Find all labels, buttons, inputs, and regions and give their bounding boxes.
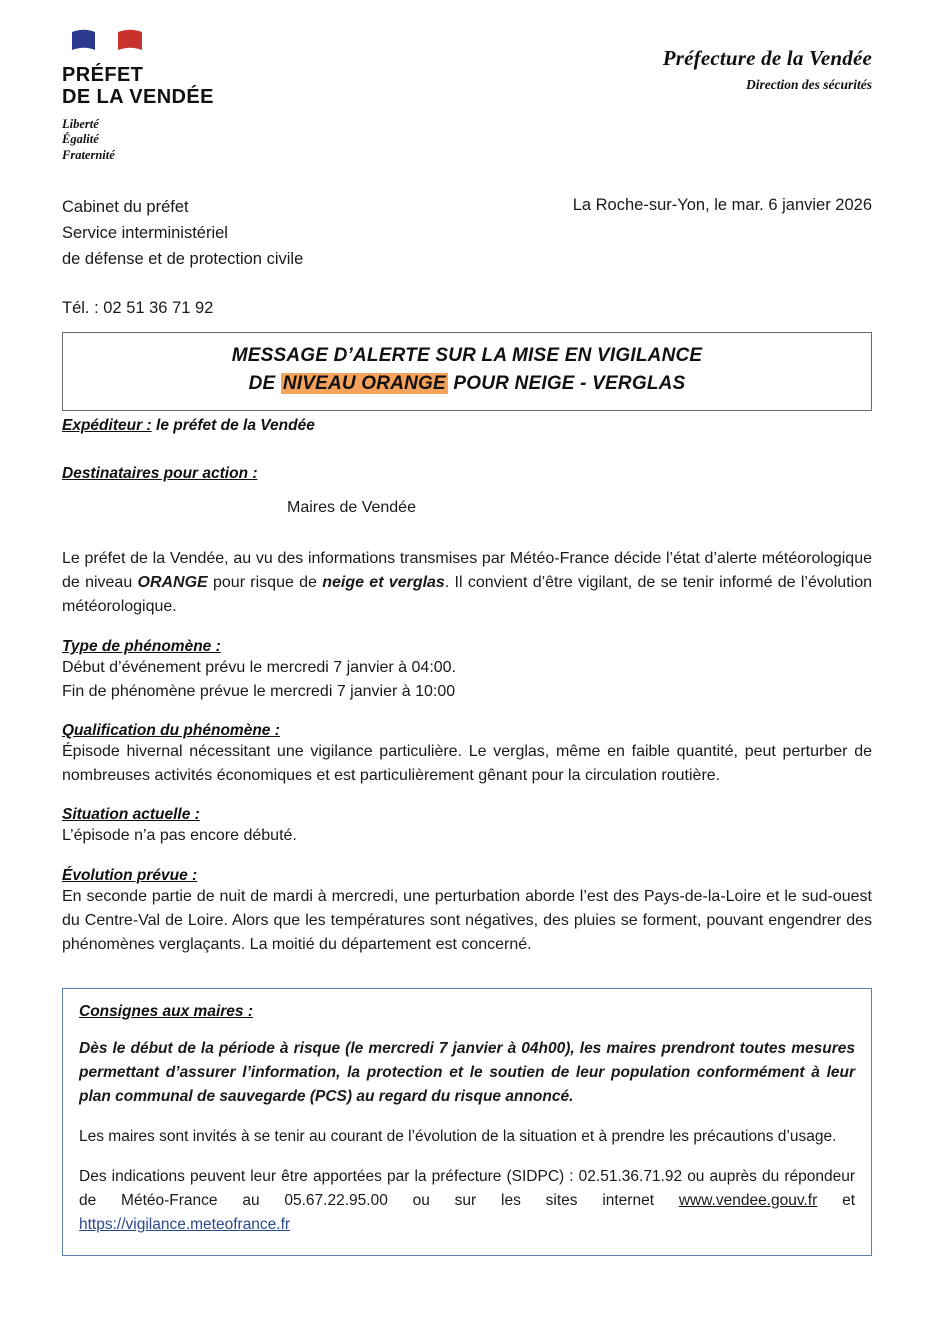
brand-title <box>62 64 362 109</box>
address-line-2: Service interministériel <box>62 224 228 243</box>
place-and-date: La Roche-sur-Yon, le mar. 6 janvier 2026 <box>572 195 872 214</box>
motto-liberte: Liberté <box>62 116 99 131</box>
section-type-line-1: Début d’événement prévu le mercredi 7 janvier à 04:00. <box>62 658 456 676</box>
consignes-heading: Consignes aux maires : <box>79 1002 254 1020</box>
prefet-brand-block <box>62 28 362 164</box>
alert-title-line-1: MESSAGE D’ALERTE SUR LA MISE EN VIGILANCE <box>231 344 703 366</box>
section-heading-qualification: Qualification du phénomène : <box>62 721 280 739</box>
sender-value: le préfet de la Vendée <box>156 416 315 434</box>
link-vigilance-meteofrance[interactable]: https://vigilance.meteofrance.fr <box>79 1215 291 1233</box>
consignes-paragraph-3-part-1: Des indications peuvent leur être apportées par la préfecture (SIDPC) : 02.51.36.71.92 ou auprès du répondeur de Météo-France au 05.67.22.95.00 ou sur les sites internet <box>79 1167 855 1209</box>
sender-address <box>62 194 303 273</box>
alert-title-box <box>62 332 872 411</box>
section-heading-situation: Situation actuelle : <box>62 806 200 824</box>
intro-emphasis-risk: neige et verglas <box>322 574 445 592</box>
sender-block <box>62 417 872 435</box>
intro-part-1: Le préfet de la Vendée, au vu des informations transmises par Météo-France décide l’état d’alerte météorologique de niveau <box>62 549 872 592</box>
brand-title-line1: PRÉFET <box>62 64 144 86</box>
consignes-paragraph-3-part-2: et <box>817 1191 856 1209</box>
prefecture-heading <box>663 28 872 93</box>
phone-line: Tél. : 02 51 36 71 92 <box>62 298 214 317</box>
link-vendee-gouv[interactable]: www.vendee.gouv.fr <box>678 1191 818 1209</box>
section-qualification-text: Épisode hivernal nécessitant une vigilance particulière. Le verglas, même en faible quantité, peut perturber de nombreuses activités économiques et est particulièrement gênant pour la circulation routière. <box>62 742 872 785</box>
address-line-1: Cabinet du préfet <box>62 197 189 216</box>
sender-label: Expéditeur : <box>62 416 152 434</box>
consignes-paragraph-3 <box>79 1165 855 1237</box>
intro-paragraph <box>62 547 872 620</box>
consignes-box <box>62 988 872 1256</box>
section-type-line-2: Fin de phénomène prévue le mercredi 7 janvier à 10:00 <box>62 682 456 700</box>
document-header <box>0 0 934 164</box>
alert-title-line-2 <box>73 370 861 399</box>
alert-title-prefix: DE <box>248 373 281 395</box>
section-situation-text: L’épisode n’a pas encore débuté. <box>62 827 297 845</box>
brand-title-line2: DE LA VENDÉE <box>62 86 214 109</box>
french-flag-icon <box>70 28 144 58</box>
motto-fraternite: Fraternité <box>62 148 115 163</box>
section-heading-type: Type de phénomène : <box>62 637 221 655</box>
consignes-paragraph-2: Les maires sont invités à se tenir au courant de l’évolution de la situation et à prendre les précautions d’usage. <box>79 1127 837 1145</box>
consignes-paragraph-bold: Dès le début de la période à risque (le mercredi 7 janvier à 04h00), les maires prendront toutes mesures permettant d’assurer l’information, la protection et le soutien de leur population conformément à leur plan communal de sauvegarde (PCS) au regard du risque annoncé. <box>79 1039 855 1105</box>
recipients-value: Maires de Vendée <box>287 498 416 516</box>
alert-title-suffix: POUR NEIGE - VERGLAS <box>447 373 686 395</box>
section-heading-evolution: Évolution prévue : <box>62 866 198 884</box>
prefecture-title: Préfecture de la Vendée <box>662 46 872 70</box>
address-row <box>0 164 934 273</box>
section-evolution-text: En seconde partie de nuit de mardi à mercredi, une perturbation aborde l’est des Pays-de-la-Loire et le sud-ouest du Centre-Val de Loire. Alors que les températures sont négatives, des pluies se forment, pouvant engendrer des phénomènes verglaçants. La moitié du département est concerné. <box>62 887 872 954</box>
intro-emphasis-level: ORANGE <box>137 574 208 592</box>
recipients-label: Destinataires pour action : <box>62 464 258 482</box>
address-line-3: de défense et de protection civile <box>62 250 304 269</box>
republic-motto <box>62 117 362 164</box>
alert-level-highlight: NIVEAU ORANGE <box>282 373 446 395</box>
document-body <box>0 417 934 988</box>
intro-part-3: . Il convient d’être vigilant, de se tenir informé de l’évolution météorologique. <box>62 574 873 616</box>
prefecture-subtitle: Direction des sécurités <box>746 77 872 92</box>
motto-egalite: Égalité <box>62 132 99 147</box>
intro-part-2: pour risque de <box>207 574 323 592</box>
